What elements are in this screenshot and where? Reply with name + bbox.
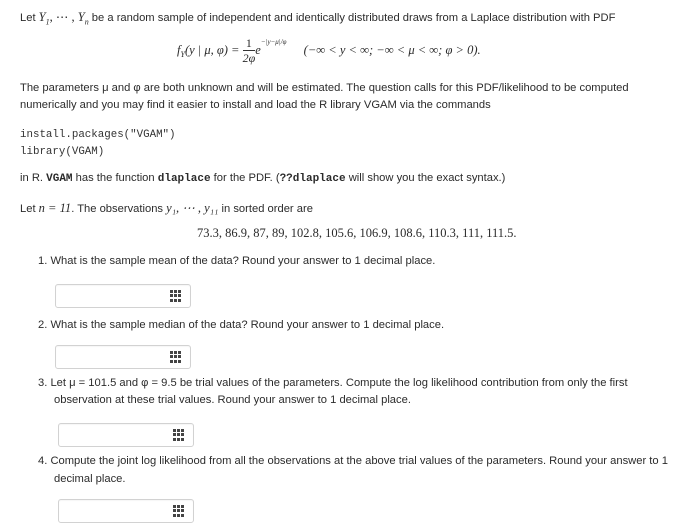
help-command: ??dlaplace [279,173,346,185]
code-line-library: library(VGAM) [20,146,105,158]
intro-prefix: Let [20,12,39,24]
question-4-line-2: decimal place. [54,473,126,485]
grid-icon[interactable] [173,505,185,517]
question-3-line-1: 3. Let μ = 101.5 and φ = 9.5 be trial values of the parameters. Compute the log likelihood contribution from only the first [38,377,628,389]
answer-field-2[interactable] [55,345,191,369]
pdf-exponent: −|y−μ|/φ [260,38,287,47]
question-1: 1. What is the sample mean of the data? Round your answer to 1 decimal place. [38,255,436,267]
n-value: n = 11 [38,201,72,215]
answer-field-4[interactable] [58,499,194,523]
pdf-sub: Y [180,50,185,60]
dlaplace-function: dlaplace [157,173,211,185]
parameters-paragraph: The parameters μ and φ are both unknown and will be estimated. The question calls for this PDF/likelihood to be computed numerically and you may find it easier to install and load the R library VGAM via the commands [20,82,629,111]
answer-input-1[interactable] [56,285,168,305]
grid-icon[interactable] [170,351,182,363]
observations-list: 73.3, 86.9, 87, 89, 102.8, 105.6, 106.9, 108.6, 110.3, 111, 111.5. [197,226,517,240]
yn-symbol: $Y_n$ [77,10,89,27]
pdf-f: f [177,42,181,57]
intro-text [20,9,615,27]
vgam-name: VGAM [46,173,73,185]
question-3-line-2: observation at these trial values. Round your answer to 1 decimal place. [54,394,411,406]
grid-icon[interactable] [173,429,185,441]
ellipsis: , ⋯ , [49,10,78,24]
answer-field-1[interactable] [55,284,191,308]
y-sequence: y₁, ⋯ , y₁₁ [166,201,219,215]
y1-symbol: $Y_1$ [38,10,50,27]
pdf-numerator: 1 [243,37,256,51]
pdf-args: (y | μ, φ) = [184,42,240,57]
pdf-exp-base: e [255,42,261,57]
grid-icon[interactable] [170,290,182,302]
answer-field-3[interactable] [58,423,194,447]
pdf-support: (−∞ < y < ∞; −∞ < μ < ∞; φ > 0). [303,42,481,57]
intro-suffix: be a random sample of independent and identically distributed draws from a Laplace distribution with PDF [88,12,616,24]
pdf-fraction [243,37,256,65]
answer-input-4[interactable] [59,500,171,520]
question-4-line-1: 4. Compute the joint log likelihood from all the observations at the above trial values of the parameters. Round your answer to 1 [38,455,668,467]
question-2: 2. What is the sample median of the data? Round your answer to 1 decimal place. [38,319,445,331]
answer-input-3[interactable] [59,424,171,444]
code-line-install: install.packages("VGAM") [20,129,176,141]
pdf-denominator: 2φ [242,51,256,65]
observations-intro: Let n = 11. The observations y₁, ⋯ , y₁₁ in sorted order are [20,201,313,215]
pdf-formula [177,37,481,65]
vgam-note: in R. VGAM has the function dlaplace for the PDF. (??dlaplace will show you the exact syntax.) [20,172,506,185]
answer-input-2[interactable] [56,346,168,366]
